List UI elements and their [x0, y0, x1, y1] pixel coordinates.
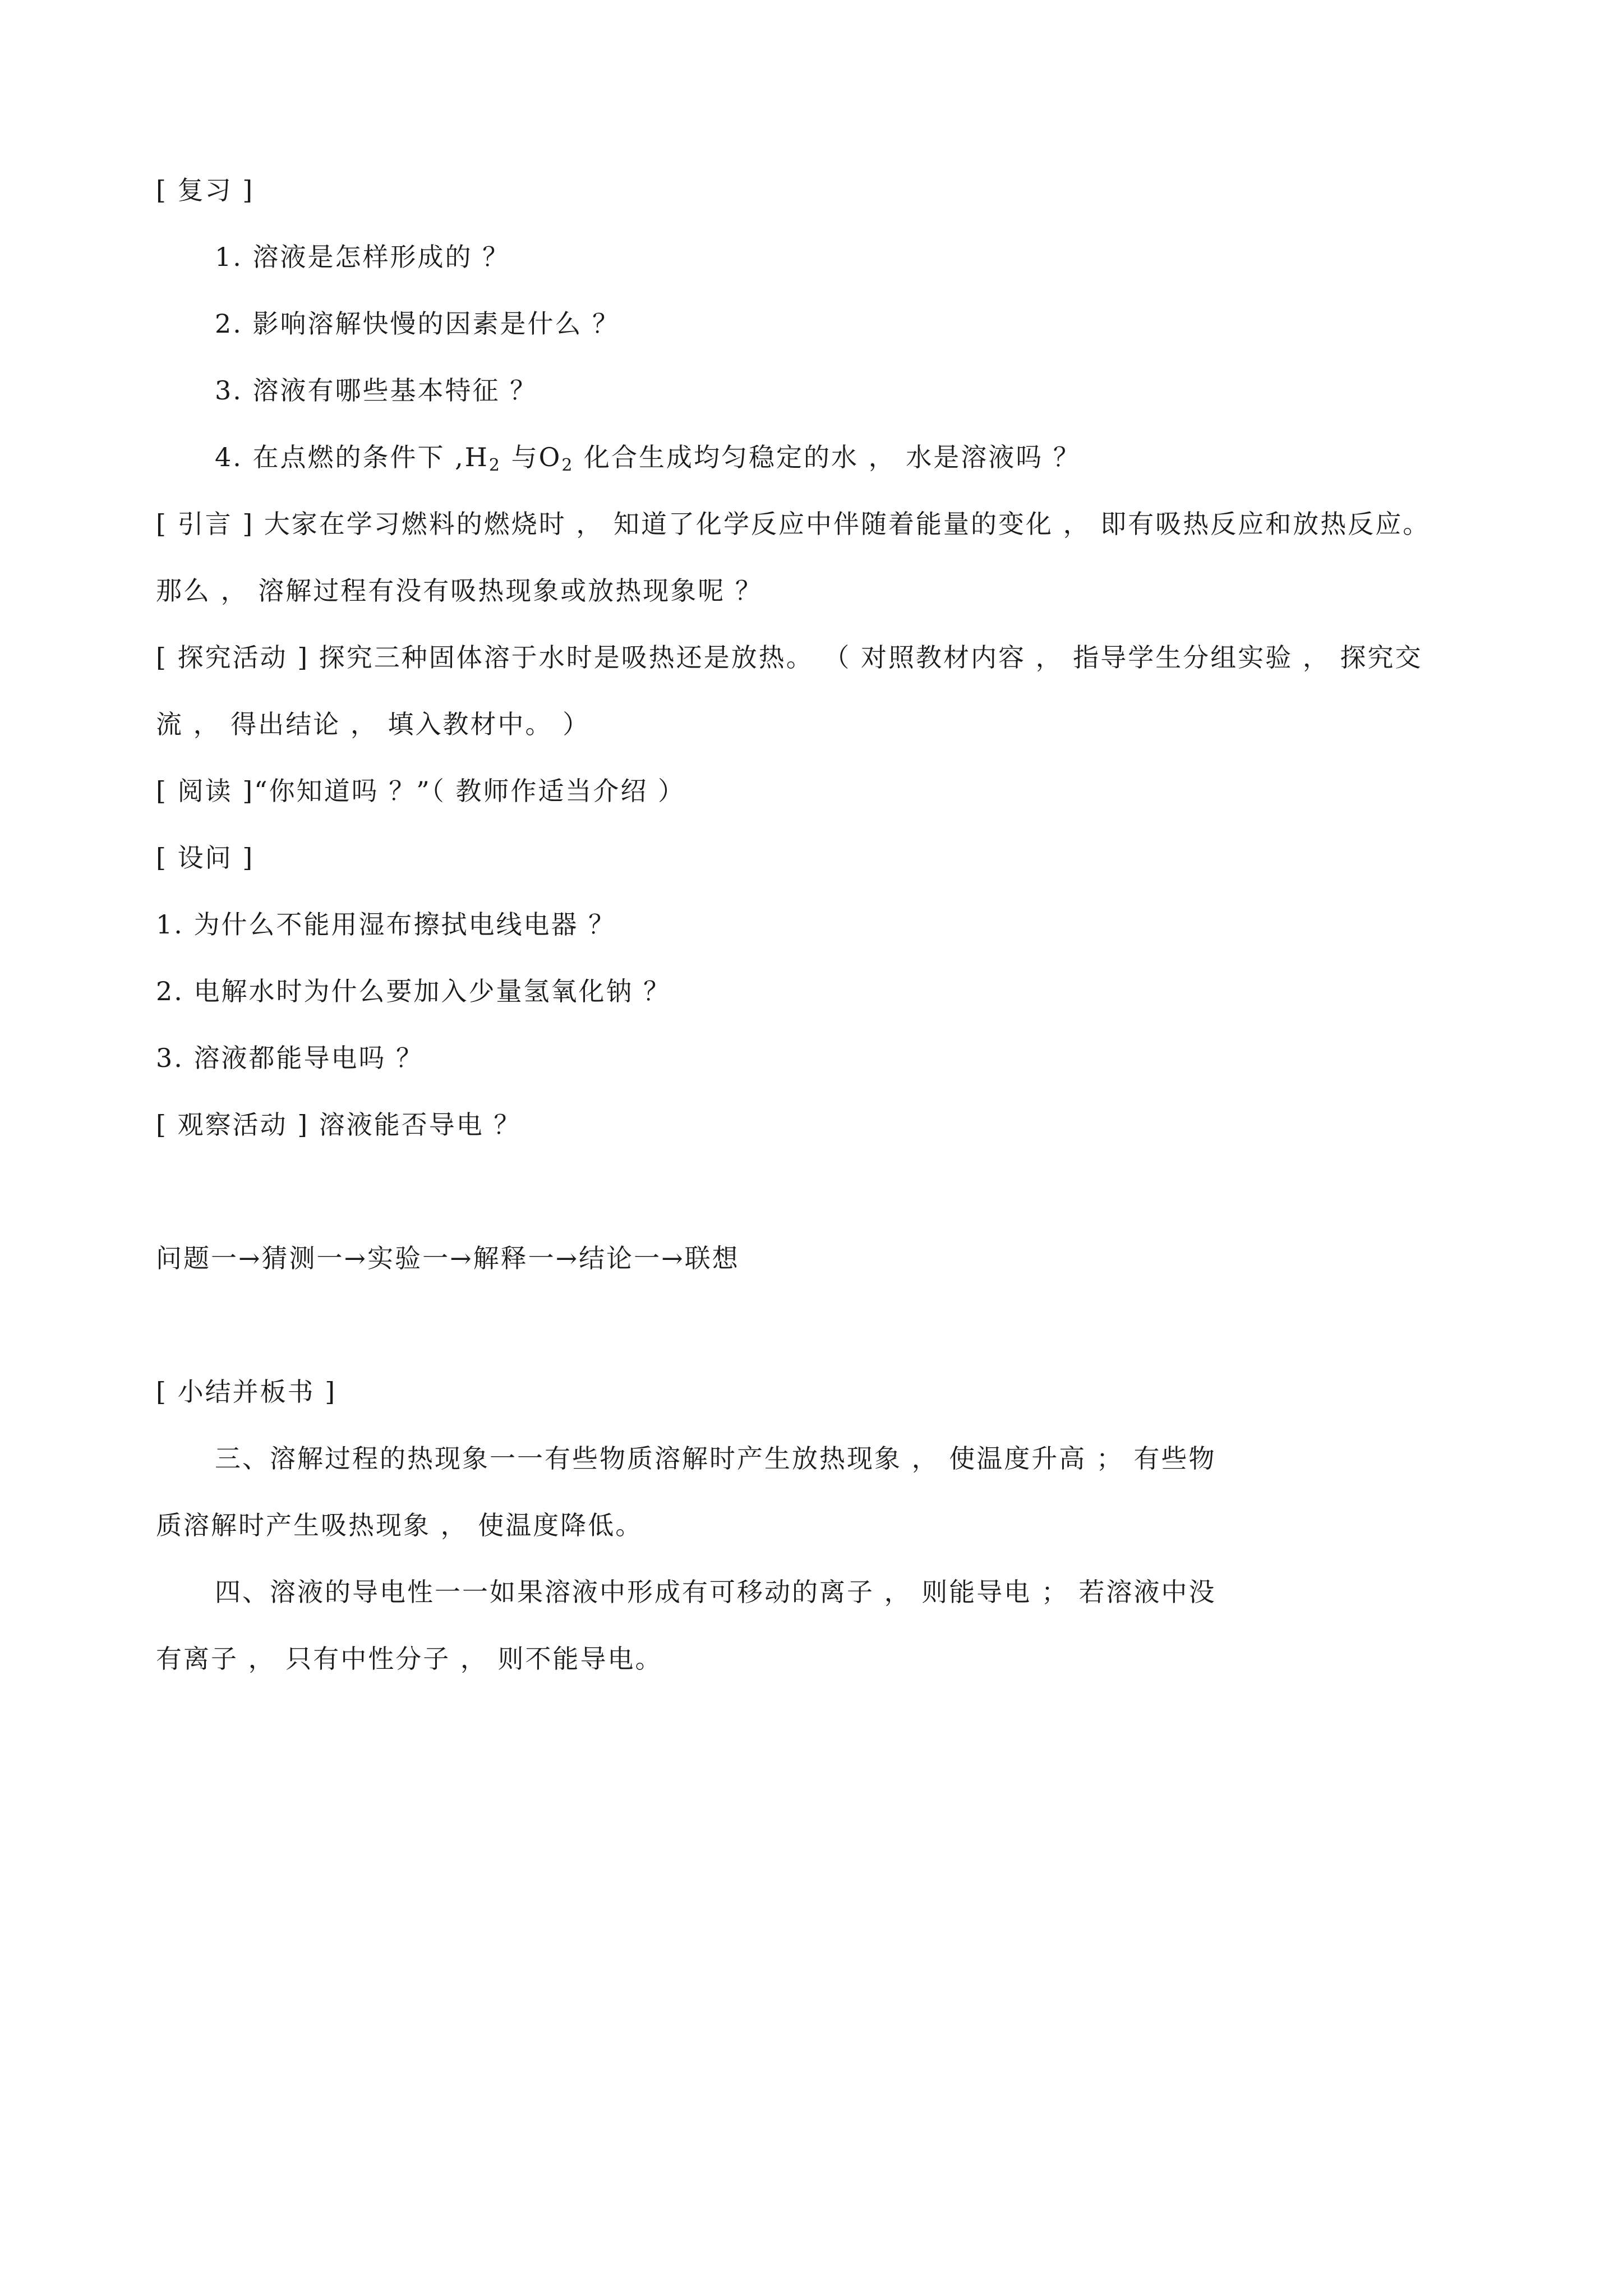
question-2: 2. 电解水时为什么要加入少量氢氧化钠 ？: [156, 976, 671, 1006]
question-3: 3. 溶液都能导电吗 ？: [156, 1043, 424, 1073]
review-question-4: 4. 在点燃的条件下 $,H_2$ 与$O_2$ 化合生成均匀稳定的水 ， 水是溶液吗 ？: [215, 442, 1081, 475]
review-question-1: 1. 溶液是怎样形成的 ？: [215, 242, 510, 272]
summary-point-4-line-1: 四、溶液的导电性一一如果溶液中形成有可移动的离子 ， 则能导电 ； 若溶液中没: [215, 1577, 1216, 1607]
inquiry-flow: 问题一→猜测一→实验一→解释一→结论一→联想: [156, 1243, 740, 1273]
intro-line-1: [ 引言 ] 大家在学习燃料的燃烧时 ， 知道了化学反应中伴随着能量的变化 ， 即有吸热反应和放热反应。: [156, 509, 1431, 539]
question-1: 1. 为什么不能用湿布擦拭电线电器 ？: [156, 909, 616, 940]
inquiry-line-1: [ 探究活动 ] 探究三种固体溶于水时是吸热还是放热。 （ 对照教材内容 ， 指导学生分组实验 ， 探究交: [156, 642, 1423, 673]
reading-line: [ 阅读 ]“你知道吗 ？”（ 教师作适当介绍 ）: [156, 776, 686, 806]
review-question-2: 2. 影响溶解快慢的因素是什么 ？: [215, 309, 620, 339]
summary-point-3-line-1: 三、溶解过程的热现象一一有些物质溶解时产生放热现象 ， 使温度升高 ； 有些物: [215, 1443, 1216, 1474]
intro-line-2: 那么 ， 溶解过程有没有吸热现象或放热现象呢 ？: [156, 576, 763, 606]
review-heading: [ 复习 ]: [156, 175, 255, 205]
inquiry-line-2: 流 ， 得出结论 ， 填入教材中。 ）: [156, 709, 591, 739]
observation-line: [ 观察活动 ] 溶液能否导电 ？: [156, 1110, 522, 1140]
summary-heading: [ 小结并板书 ]: [156, 1377, 337, 1407]
review-question-3: 3. 溶液有哪些基本特征 ？: [215, 375, 538, 406]
questions-heading: [ 设问 ]: [156, 843, 255, 873]
summary-point-3-line-2: 质溶解时产生吸热现象 ， 使温度降低。: [156, 1510, 643, 1540]
summary-point-4-line-2: 有离子 ， 只有中性分子 ， 则不能导电。: [156, 1644, 663, 1674]
